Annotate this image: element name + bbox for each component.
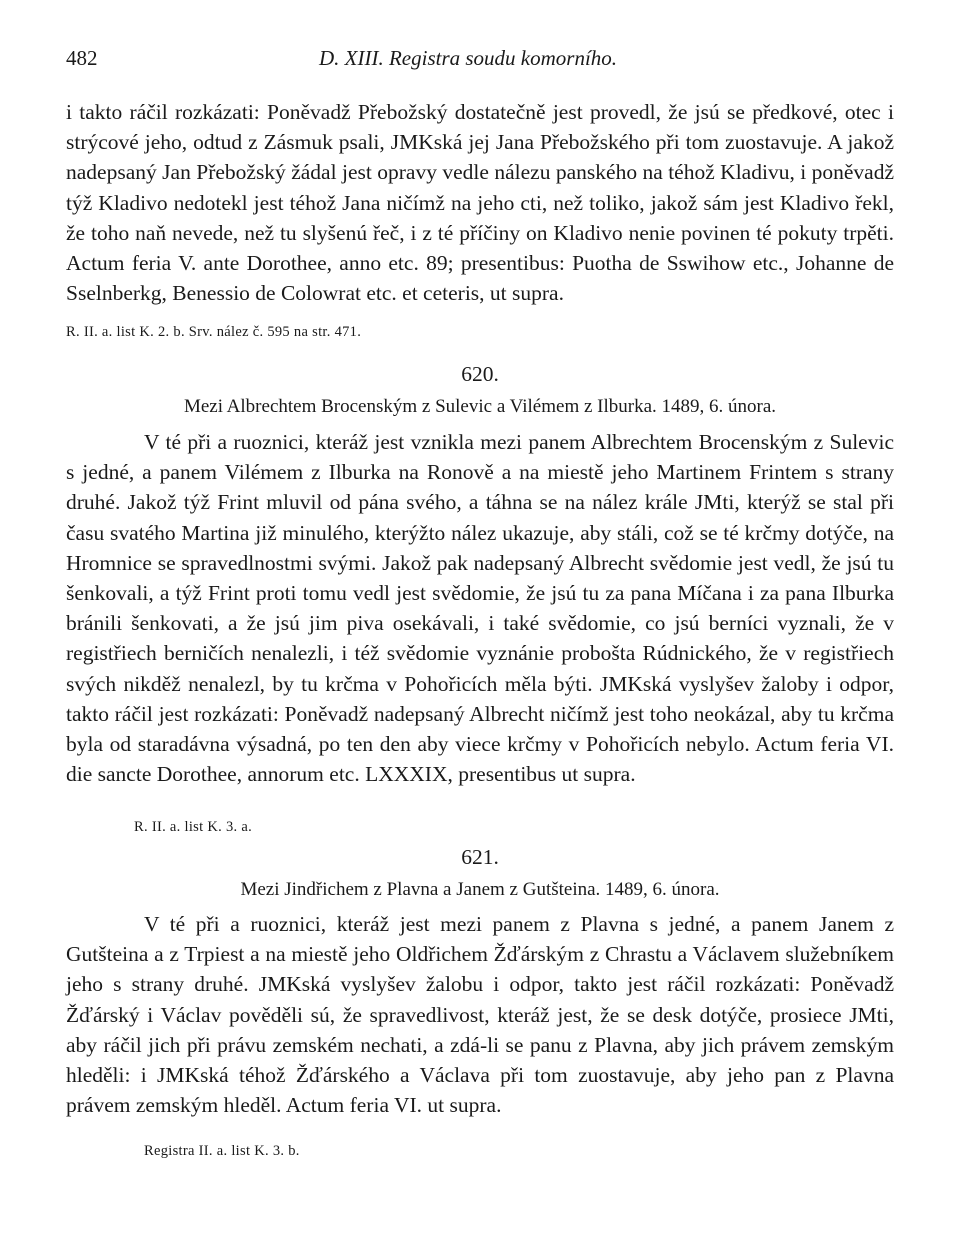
entry-621-text: V té při a ruoznici, kteráž jest mezi panem z Plavna s jedné, a panem Janem z Gutšteina a z Trpiest a na miestě jeho Oldřichem Žďárským z Chrastu a Václavem služebníkem jeho s strany druhé. JMKská vyslyšev žalobu i odpor, takto jest ráčil rozkázati: Poněvadž Žďárský i Václav pověděli sú, že spravedlivost, kteráž jest, že se desk dotýče, prosiece JMti, aby ráčil jich při právu zemském nechati, a zdá-li se panu z Plavna, aby jich právem zemským hleděli: i JMKská téhož Žďárského a Václava při tom zuostavuje, aby jeho pan z Plavna právem zemským hleděl. Actum feria VI. ut supra. — [66, 912, 894, 1118]
page-number: 482 — [66, 46, 98, 70]
entry-620-source-ref: R. II. a. list K. 3. a. — [134, 819, 253, 835]
entry-621-source-ref: Registra II. a. list K. 3. b. — [144, 1143, 300, 1159]
entry-619-source-ref: R. II. a. list K. 2. b. Srv. nález č. 595 na str. 471. — [66, 324, 362, 340]
running-title: D. XIII. Registra soudu komorního. — [319, 46, 618, 70]
entry-621-number: 621. — [461, 845, 499, 869]
entry-620-heading: Mezi Albrechtem Brocenským z Sulevic a Vilémem z Ilburka. 1489, 6. února. — [183, 396, 777, 417]
entry-620-text: V té při a ruoznici, kteráž jest vznikla mezi panem Albrechtem Brocenským z Sulevic s jedné, a panem Vilémem z Ilburka na Ronově a na miestě jeho Martinem Frintem s strany druhé. Jakož týž Frint mluvil od pána svého, a táhna se na nález krále JMti, kterýž se stal při času svatého Martina již minulého, kterýžto nález ukazuje, aby stáli, což se té krčmy dotýče, na Hromnice se spravedlnostmi svými. Jakož pak nadepsaný Albrecht svědomie jest vedl, že jsú tu šenkovali, a týž Frint proti tomu vedl jest svědomie, že jsú tu za pana Míčana i za pana Ilburka bránili šenkovati, a že jsú jim piva osekávali, i také svědomie, co jsú berníci vyznali, že v registřiech berničích nenalezli, i též svědomie vyznánie probošta Rúdnického, že v registřiech svých nikděž nenalezl, by tu krčma v Pohořicích měla býti. JMKská vyslyšev žaloby i odpor, takto ráčil jest rozkázati: Poněvadž nadepsaný Albrecht ničímž jest toho neokázal, aby tu krčma byla od staradávna výsadná, po ten den aby viece krčmy v Pohořicích nebylo. Actum feria VI. die sancte Dorothee, annorum etc. LXXXIX, presentibus ut supra. — [66, 430, 894, 787]
entry-620-number: 620. — [461, 362, 499, 386]
entry-619-continuation: i takto ráčil rozkázati: Poněvadž Přebožský dostatečně jest provedl, že jsú se předkové, otec i strýcové jeho, odtud z Zásmuk psali, JMKská jej Jana Přebožského při tom zuostavuje. A jakož nadepsaný Jan Přebožský žádal jest opravy vedle nálezu panského na téhož Kladivu, i poněvadž týž Kladivo nedotekl jest téhož Jana ničímž na jeho cti, než toliko, jakož sám jest Kladivo řekl, že toho naň nevede, než tu slyšenú řeč, i z té příčiny on Kladivo nenie povinen té pokuty trpěti. Actum feria V. ante Dorothee, anno etc. 89; presentibus: Puotha de Sswihow etc., Johanne de Sselnberkg, Benessio de Colowrat etc. et ceteris, ut supra. — [66, 100, 894, 306]
entry-621-heading: Mezi Jindřichem z Plavna a Janem z Gutšteina. 1489, 6. února. — [240, 879, 720, 900]
page-header — [66, 46, 894, 76]
